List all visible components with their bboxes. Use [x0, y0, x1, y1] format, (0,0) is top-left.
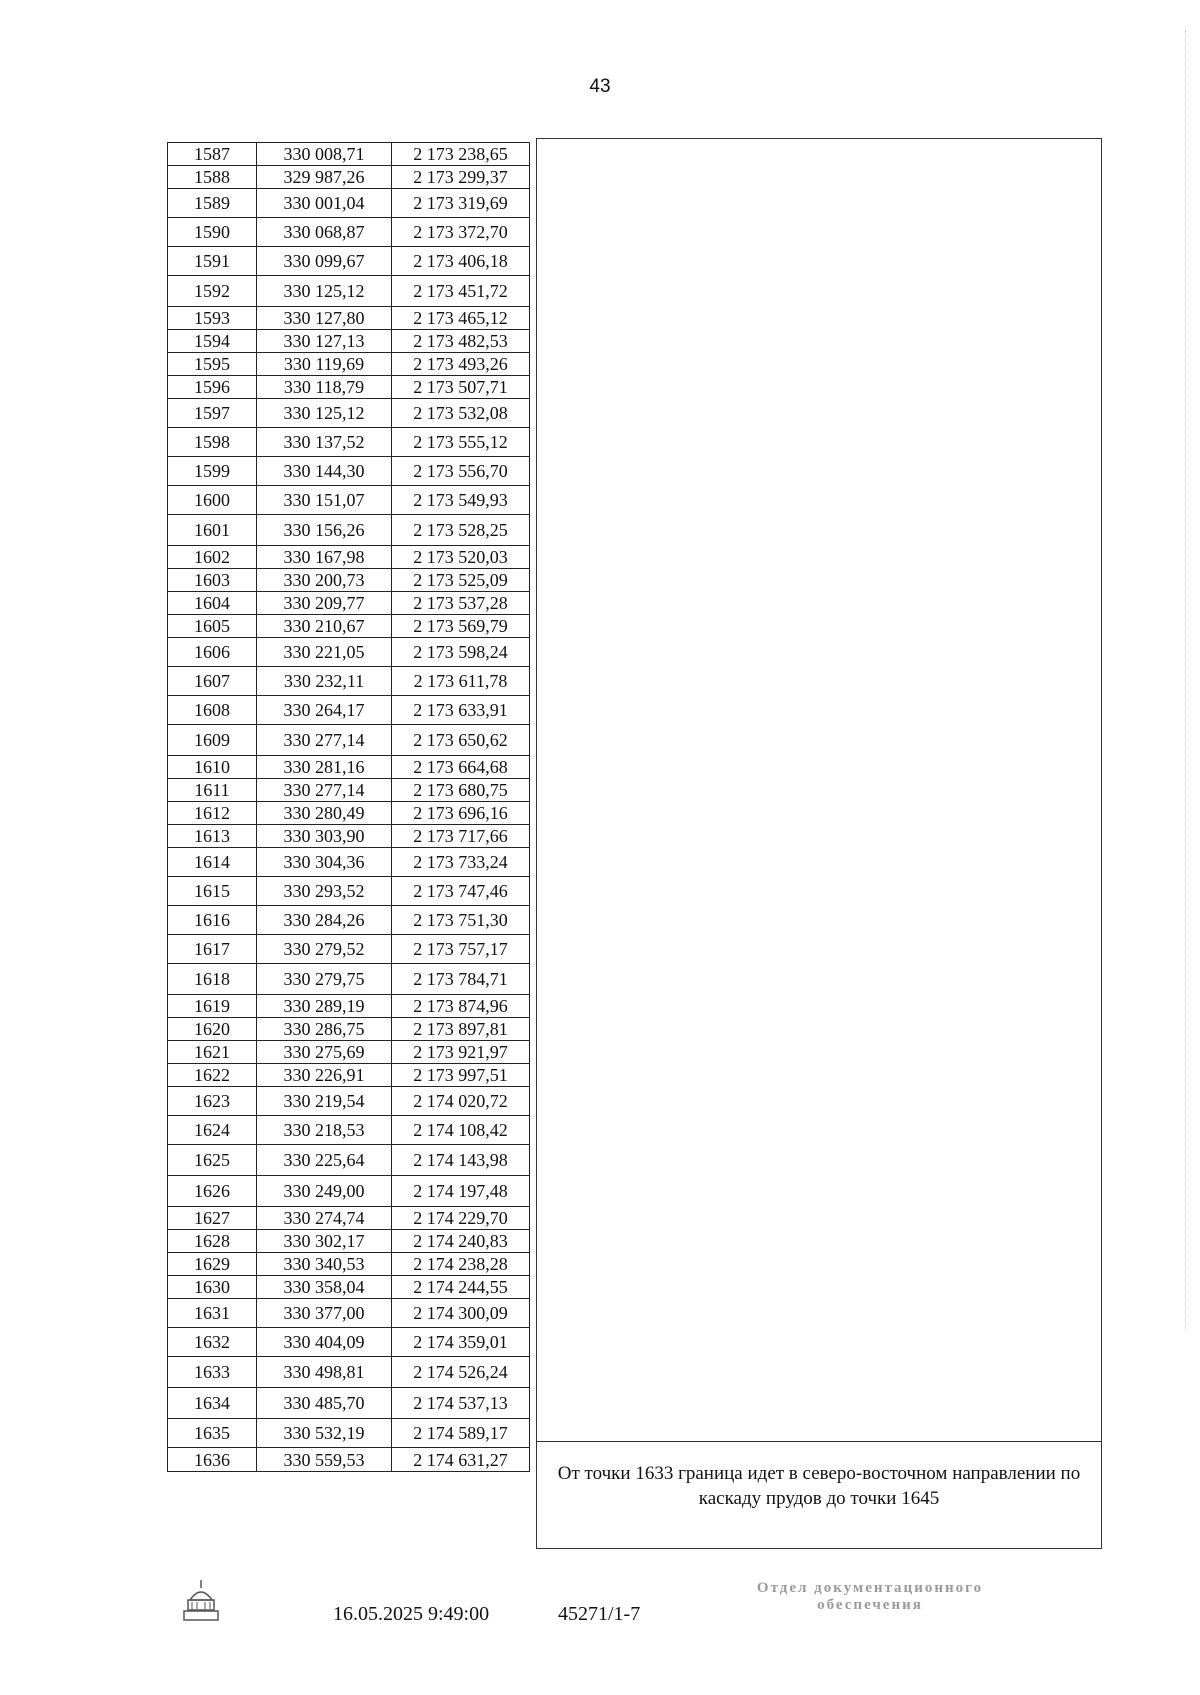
x-coordinate-cell: 330 151,07	[257, 486, 392, 515]
x-coordinate-cell: 330 068,87	[257, 218, 392, 247]
department-stamp	[720, 1580, 1020, 1614]
y-coordinate-cell: 2 173 784,71	[392, 964, 530, 995]
table-row	[168, 1357, 530, 1388]
x-coordinate-cell: 330 249,00	[257, 1176, 392, 1207]
x-coordinate-cell: 330 280,49	[257, 802, 392, 825]
table-row	[168, 1230, 530, 1253]
table-row	[168, 1388, 530, 1419]
y-coordinate-cell: 2 174 244,55	[392, 1276, 530, 1299]
y-coordinate-cell: 2 173 897,81	[392, 1018, 530, 1041]
point-number-cell: 1604	[168, 592, 257, 615]
y-coordinate-cell: 2 173 556,70	[392, 457, 530, 486]
point-number-cell: 1602	[168, 546, 257, 569]
y-coordinate-cell: 2 174 631,27	[392, 1448, 530, 1472]
y-coordinate-cell: 2 173 997,51	[392, 1064, 530, 1087]
point-number-cell: 1590	[168, 218, 257, 247]
x-coordinate-cell: 330 532,19	[257, 1419, 392, 1448]
table-row	[168, 1448, 530, 1472]
y-coordinate-cell: 2 173 549,93	[392, 486, 530, 515]
point-number-cell: 1618	[168, 964, 257, 995]
point-number-cell: 1621	[168, 1041, 257, 1064]
y-coordinate-cell: 2 173 664,68	[392, 756, 530, 779]
table-row	[168, 143, 530, 166]
y-coordinate-cell: 2 173 555,12	[392, 428, 530, 457]
x-coordinate-cell: 330 225,64	[257, 1145, 392, 1176]
table-row	[168, 166, 530, 189]
coordinates-table	[167, 142, 530, 1472]
description-box	[536, 138, 1102, 1549]
table-row	[168, 376, 530, 399]
point-number-cell: 1626	[168, 1176, 257, 1207]
point-number-cell: 1613	[168, 825, 257, 848]
x-coordinate-cell: 329 987,26	[257, 166, 392, 189]
x-coordinate-cell: 330 137,52	[257, 428, 392, 457]
point-number-cell: 1599	[168, 457, 257, 486]
table-row	[168, 189, 530, 218]
y-coordinate-cell: 2 173 650,62	[392, 725, 530, 756]
x-coordinate-cell: 330 304,36	[257, 848, 392, 877]
table-row	[168, 486, 530, 515]
y-coordinate-cell: 2 173 680,75	[392, 779, 530, 802]
point-number-cell: 1607	[168, 667, 257, 696]
table-row	[168, 1419, 530, 1448]
table-row	[168, 353, 530, 376]
x-coordinate-cell: 330 559,53	[257, 1448, 392, 1472]
point-number-cell: 1606	[168, 638, 257, 667]
y-coordinate-cell: 2 173 537,28	[392, 592, 530, 615]
x-coordinate-cell: 330 274,74	[257, 1207, 392, 1230]
table-row	[168, 756, 530, 779]
y-coordinate-cell: 2 174 020,72	[392, 1087, 530, 1116]
x-coordinate-cell: 330 303,90	[257, 825, 392, 848]
point-number-cell: 1629	[168, 1253, 257, 1276]
scan-edge-marks	[1185, 30, 1196, 1330]
y-coordinate-cell: 2 173 299,37	[392, 166, 530, 189]
y-coordinate-cell: 2 173 757,17	[392, 935, 530, 964]
x-coordinate-cell: 330 279,52	[257, 935, 392, 964]
x-coordinate-cell: 330 127,13	[257, 330, 392, 353]
point-number-cell: 1598	[168, 428, 257, 457]
y-coordinate-cell: 2 173 520,03	[392, 546, 530, 569]
y-coordinate-cell: 2 174 589,17	[392, 1419, 530, 1448]
table-row	[168, 1064, 530, 1087]
x-coordinate-cell: 330 219,54	[257, 1087, 392, 1116]
y-coordinate-cell: 2 174 537,13	[392, 1388, 530, 1419]
table-row	[168, 825, 530, 848]
table-row	[168, 592, 530, 615]
table-row	[168, 615, 530, 638]
x-coordinate-cell: 330 125,12	[257, 399, 392, 428]
page-number: 43	[589, 76, 611, 97]
x-coordinate-cell: 330 286,75	[257, 1018, 392, 1041]
table-row	[168, 1276, 530, 1299]
x-coordinate-cell: 330 118,79	[257, 376, 392, 399]
table-row	[168, 1041, 530, 1064]
table-row	[168, 457, 530, 486]
point-number-cell: 1610	[168, 756, 257, 779]
point-number-cell: 1592	[168, 276, 257, 307]
x-coordinate-cell: 330 358,04	[257, 1276, 392, 1299]
x-coordinate-cell: 330 277,14	[257, 725, 392, 756]
point-number-cell: 1627	[168, 1207, 257, 1230]
point-number-cell: 1624	[168, 1116, 257, 1145]
y-coordinate-cell: 2 173 532,08	[392, 399, 530, 428]
table-row	[168, 218, 530, 247]
y-coordinate-cell: 2 173 598,24	[392, 638, 530, 667]
table-row	[168, 1116, 530, 1145]
x-coordinate-cell: 330 277,14	[257, 779, 392, 802]
table-row	[168, 906, 530, 935]
x-coordinate-cell: 330 281,16	[257, 756, 392, 779]
x-coordinate-cell: 330 232,11	[257, 667, 392, 696]
description-divider	[537, 1441, 1101, 1442]
department-stamp-line2: обеспечения	[817, 1597, 923, 1613]
x-coordinate-cell: 330 275,69	[257, 1041, 392, 1064]
y-coordinate-cell: 2 174 143,98	[392, 1145, 530, 1176]
y-coordinate-cell: 2 174 359,01	[392, 1328, 530, 1357]
x-coordinate-cell: 330 218,53	[257, 1116, 392, 1145]
x-coordinate-cell: 330 167,98	[257, 546, 392, 569]
y-coordinate-cell: 2 174 108,42	[392, 1116, 530, 1145]
y-coordinate-cell: 2 173 611,78	[392, 667, 530, 696]
table-row	[168, 276, 530, 307]
x-coordinate-cell: 330 099,67	[257, 247, 392, 276]
x-coordinate-cell: 330 008,71	[257, 143, 392, 166]
x-coordinate-cell: 330 144,30	[257, 457, 392, 486]
x-coordinate-cell: 330 210,67	[257, 615, 392, 638]
point-number-cell: 1632	[168, 1328, 257, 1357]
x-coordinate-cell: 330 125,12	[257, 276, 392, 307]
x-coordinate-cell: 330 340,53	[257, 1253, 392, 1276]
table-row	[168, 569, 530, 592]
table-row	[168, 964, 530, 995]
x-coordinate-cell: 330 221,05	[257, 638, 392, 667]
x-coordinate-cell: 330 200,73	[257, 569, 392, 592]
point-number-cell: 1609	[168, 725, 257, 756]
y-coordinate-cell: 2 174 240,83	[392, 1230, 530, 1253]
table-row	[168, 1087, 530, 1116]
x-coordinate-cell: 330 001,04	[257, 189, 392, 218]
x-coordinate-cell: 330 284,26	[257, 906, 392, 935]
x-coordinate-cell: 330 119,69	[257, 353, 392, 376]
table-row	[168, 848, 530, 877]
y-coordinate-cell: 2 173 493,26	[392, 353, 530, 376]
y-coordinate-cell: 2 173 465,12	[392, 307, 530, 330]
point-number-cell: 1612	[168, 802, 257, 825]
point-number-cell: 1617	[168, 935, 257, 964]
point-number-cell: 1597	[168, 399, 257, 428]
table-row	[168, 802, 530, 825]
table-row	[168, 1145, 530, 1176]
point-number-cell: 1594	[168, 330, 257, 353]
point-number-cell: 1620	[168, 1018, 257, 1041]
point-number-cell: 1616	[168, 906, 257, 935]
point-number-cell: 1635	[168, 1419, 257, 1448]
y-coordinate-cell: 2 173 451,72	[392, 276, 530, 307]
point-number-cell: 1600	[168, 486, 257, 515]
table-row	[168, 877, 530, 906]
point-number-cell: 1589	[168, 189, 257, 218]
x-coordinate-cell: 330 156,26	[257, 515, 392, 546]
x-coordinate-cell: 330 127,80	[257, 307, 392, 330]
y-coordinate-cell: 2 173 528,25	[392, 515, 530, 546]
point-number-cell: 1595	[168, 353, 257, 376]
x-coordinate-cell: 330 498,81	[257, 1357, 392, 1388]
x-coordinate-cell: 330 264,17	[257, 696, 392, 725]
y-coordinate-cell: 2 173 238,65	[392, 143, 530, 166]
point-number-cell: 1634	[168, 1388, 257, 1419]
y-coordinate-cell: 2 173 372,70	[392, 218, 530, 247]
table-row	[168, 725, 530, 756]
point-number-cell: 1636	[168, 1448, 257, 1472]
y-coordinate-cell: 2 173 482,53	[392, 330, 530, 353]
table-row	[168, 399, 530, 428]
y-coordinate-cell: 2 173 717,66	[392, 825, 530, 848]
boundary-description: От точки 1633 граница идет в северо-восточном направлении по каскаду прудов до точки 1645	[557, 1463, 1081, 1509]
footer-datetime: 16.05.2025 9:49:00	[333, 1603, 490, 1625]
x-coordinate-cell: 330 226,91	[257, 1064, 392, 1087]
x-coordinate-cell: 330 485,70	[257, 1388, 392, 1419]
y-coordinate-cell: 2 174 229,70	[392, 1207, 530, 1230]
point-number-cell: 1623	[168, 1087, 257, 1116]
point-number-cell: 1622	[168, 1064, 257, 1087]
y-coordinate-cell: 2 173 874,96	[392, 995, 530, 1018]
x-coordinate-cell: 330 404,09	[257, 1328, 392, 1357]
x-coordinate-cell: 330 289,19	[257, 995, 392, 1018]
table-row	[168, 330, 530, 353]
coordinates-table-body	[168, 143, 530, 1472]
y-coordinate-cell: 2 173 406,18	[392, 247, 530, 276]
table-row	[168, 779, 530, 802]
table-row	[168, 428, 530, 457]
table-row	[168, 1328, 530, 1357]
y-coordinate-cell: 2 174 526,24	[392, 1357, 530, 1388]
table-row	[168, 1253, 530, 1276]
y-coordinate-cell: 2 173 921,97	[392, 1041, 530, 1064]
point-number-cell: 1588	[168, 166, 257, 189]
y-coordinate-cell: 2 174 238,28	[392, 1253, 530, 1276]
x-coordinate-cell: 330 293,52	[257, 877, 392, 906]
point-number-cell: 1633	[168, 1357, 257, 1388]
point-number-cell: 1593	[168, 307, 257, 330]
table-row	[168, 638, 530, 667]
y-coordinate-cell: 2 174 300,09	[392, 1299, 530, 1328]
table-row	[168, 935, 530, 964]
point-number-cell: 1628	[168, 1230, 257, 1253]
footer-document-code: 45271/1-7	[558, 1603, 641, 1625]
x-coordinate-cell: 330 302,17	[257, 1230, 392, 1253]
y-coordinate-cell: 2 173 319,69	[392, 189, 530, 218]
x-coordinate-cell: 330 279,75	[257, 964, 392, 995]
y-coordinate-cell: 2 173 751,30	[392, 906, 530, 935]
y-coordinate-cell: 2 173 633,91	[392, 696, 530, 725]
point-number-cell: 1614	[168, 848, 257, 877]
table-row	[168, 696, 530, 725]
point-number-cell: 1591	[168, 247, 257, 276]
point-number-cell: 1605	[168, 615, 257, 638]
x-coordinate-cell: 330 209,77	[257, 592, 392, 615]
point-number-cell: 1619	[168, 995, 257, 1018]
point-number-cell: 1601	[168, 515, 257, 546]
point-number-cell: 1603	[168, 569, 257, 592]
y-coordinate-cell: 2 173 733,24	[392, 848, 530, 877]
table-row	[168, 995, 530, 1018]
table-row	[168, 247, 530, 276]
table-row	[168, 667, 530, 696]
table-row	[168, 1207, 530, 1230]
y-coordinate-cell: 2 173 747,46	[392, 877, 530, 906]
table-row	[168, 515, 530, 546]
point-number-cell: 1625	[168, 1145, 257, 1176]
point-number-cell: 1630	[168, 1276, 257, 1299]
y-coordinate-cell: 2 173 507,71	[392, 376, 530, 399]
x-coordinate-cell: 330 377,00	[257, 1299, 392, 1328]
y-coordinate-cell: 2 174 197,48	[392, 1176, 530, 1207]
point-number-cell: 1596	[168, 376, 257, 399]
table-row	[168, 1176, 530, 1207]
y-coordinate-cell: 2 173 525,09	[392, 569, 530, 592]
point-number-cell: 1611	[168, 779, 257, 802]
point-number-cell: 1615	[168, 877, 257, 906]
table-row	[168, 307, 530, 330]
point-number-cell: 1608	[168, 696, 257, 725]
y-coordinate-cell: 2 173 569,79	[392, 615, 530, 638]
department-stamp-line1: Отдел документационного	[756, 1580, 984, 1596]
table-row	[168, 546, 530, 569]
point-number-cell: 1587	[168, 143, 257, 166]
point-number-cell: 1631	[168, 1299, 257, 1328]
emblem-logo-icon	[180, 1578, 222, 1624]
y-coordinate-cell: 2 173 696,16	[392, 802, 530, 825]
table-row	[168, 1018, 530, 1041]
table-row	[168, 1299, 530, 1328]
